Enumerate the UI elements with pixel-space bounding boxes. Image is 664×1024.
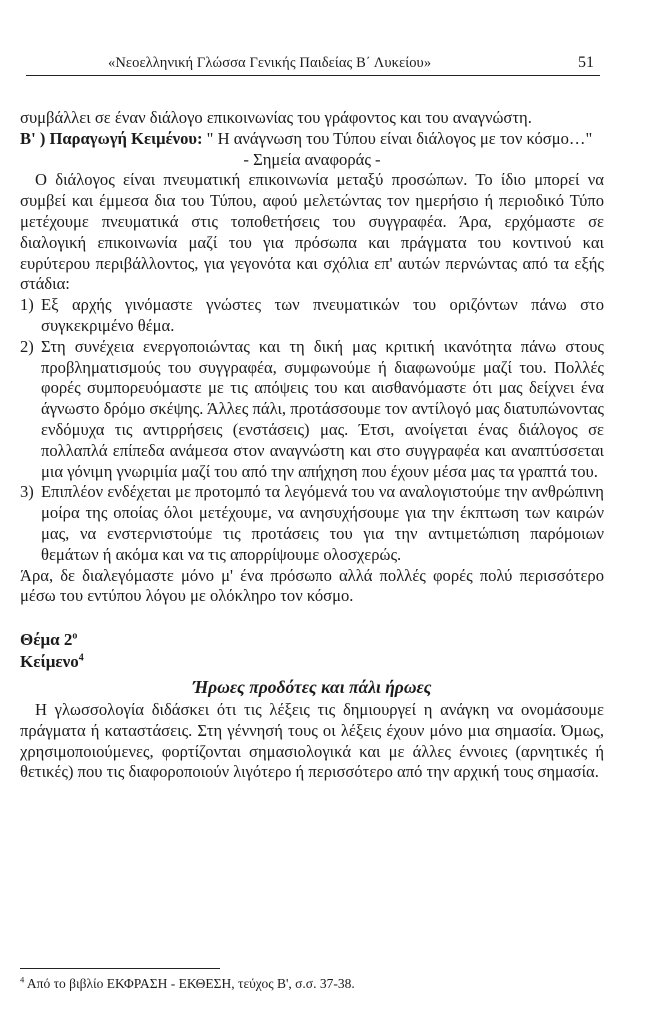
section-b-line bbox=[20, 129, 604, 150]
running-header-title: «Νεοελληνική Γλώσσα Γενικής Παιδείας Β΄ Λυκείου» bbox=[108, 55, 432, 71]
footnote-text: Από το βιβλίο ΕΚΦΡΑΣΗ - ΕΚΘΕΣΗ, τεύχος Β', σ.σ. 37-38. bbox=[24, 976, 355, 991]
page-body bbox=[20, 108, 604, 783]
running-header bbox=[26, 53, 600, 76]
paragraph-conclusion: Άρα, δε διαλεγόμαστε μόνο μ' ένα πρόσωπο αλλά πολλές φορές πολύ περισσότερο μέσω του εντύπου λόγου με ολόκληρο τον κόσμο. bbox=[20, 565, 604, 606]
list-item-text: Επιπλέον ενδέχεται με προτομπό τα λεγόμενά του να αναλογιστούμε την ανθρώπινη μοίρα της οποίας όλοι μετέχουμε, να ανησυχήσουμε για την έκπτωση των καιρών μας, να ενστερνιστούμε τις προτάσεις του για την αντιμετώπιση παρόμοιων θεμάτων ή ακόμα και να τις απορρίψουμε ολοσχερώς. bbox=[41, 482, 604, 564]
section-b-label: Β' ) Παραγωγή Κειμένου: bbox=[20, 128, 203, 148]
article-title: Ήρωες προδότες και πάλι ήρωες bbox=[192, 677, 432, 698]
theme-heading bbox=[20, 629, 604, 651]
paragraph-intro: Ο διάλογος είναι πνευματική επικοινωνία μεταξύ προσώπων. Το ίδιο μπορεί να συμβεί και έμμεσα δια του Τύπου, αφού μελετώντας τον ημερήσιο ή περιοδικό Τύπο μετέχουμε πνευματικά στις τοποθετήσεις του συγγραφέα. Άρα, ερχόμαστε σε διαλογική επικοινωνία μαζί του για πρόσωπα και πράγματα του κοντινού και ευρύτερου περιβάλλοντος, για γεγονότα και σχόλια επ' αυτών περνώντας από τα εξής στάδια: bbox=[20, 170, 604, 294]
list-item-text: Στη συνέχεια ενεργοποιώντας και τη δική μας κριτική ικανότητα πάνω στους προβληματισμούς του συγγραφέα, συμφωνούμε ή διαφωνούμε μαζί του. Πολλές φορές συμπορευόμαστε με τις απόψεις του και αισθανόμαστε ότι μας δείχνει ένα άγνωστο δρόμο σκέψης. Άλλες πάλι, προτάσσουμε τον αντίλογό μας διατυπώνοντας ενδόμυχα τις αντιρρήσεις (ενστάσεις) μας. Έτσι, ανοίγεται ένας διάλογος σε πολλαπλά επίπεδα ανάμεσα στον αναγνώστη και στο συγγραφέα και αναπτύσσεται μια γόνιμη γνωριμία μαζί του από την απήχηση που έχουν μέσα μας τα γραπτά του. bbox=[41, 336, 604, 481]
text-heading bbox=[20, 651, 604, 673]
section-b-topic: " Η ανάγνωση του Τύπου είναι διάλογος με τον κόσμο…" bbox=[202, 128, 593, 148]
footnote-divider bbox=[20, 968, 220, 969]
list-item-text: Εξ αρχής γινόμαστε γνώστες των πνευματικών του οριζόντων πάνω στο συγκεκριμένο θέμα. bbox=[41, 295, 604, 335]
theme-heading-superscript: ο bbox=[72, 630, 78, 642]
footnote-reference: 4 bbox=[78, 652, 84, 664]
list-item-3 bbox=[20, 482, 604, 565]
list-number: 3) bbox=[20, 482, 34, 502]
article-paragraph: Η γλωσσολογία διδάσκει ότι τις λέξεις τις δημιουργεί η ανάγκη να ονομάσουμε πράγματα ή καταστάσεις. Στη γέννησή τους οι λέξεις έχουν μόνο μια σημασία. Όμως, χρησιμοποιούμενες, φορτίζονται σημασιολογικά και με άλλες έννοιες (αρνητικές ή θετικές) που τις διαφοροποιούν λιγότερο ή περισσότερο από την αρχική τους σημασία. bbox=[20, 699, 604, 782]
paragraph-continuation: συμβάλλει σε έναν διάλογο επικοινωνίας του γράφοντος και του αναγνώστη. bbox=[20, 108, 532, 127]
text-heading-text: Κείμενο bbox=[20, 652, 79, 672]
list-number: 1) bbox=[20, 295, 34, 315]
spacer bbox=[20, 607, 604, 629]
list-item-1 bbox=[20, 295, 604, 337]
page-number: 51 bbox=[578, 54, 594, 71]
list-item-2 bbox=[20, 337, 604, 483]
list-number: 2) bbox=[20, 336, 34, 356]
theme-heading-text: Θέμα 2 bbox=[20, 630, 73, 650]
notes-heading: - Σημεία αναφοράς - bbox=[243, 149, 381, 169]
footnote-mark: 4 bbox=[20, 974, 25, 985]
footnote bbox=[20, 976, 355, 992]
